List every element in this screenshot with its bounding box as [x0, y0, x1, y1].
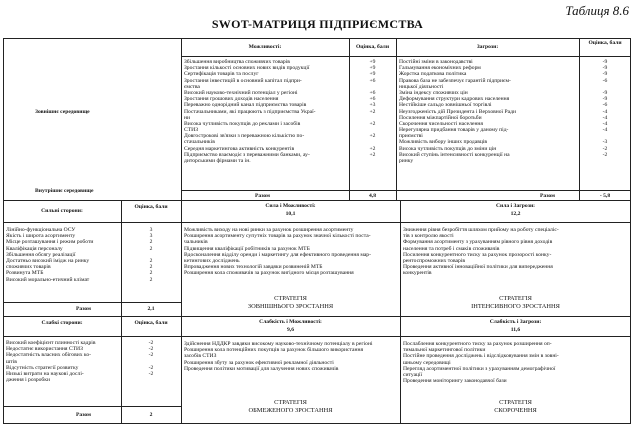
page-title: SWOT-МАТРИЦЯ ПІДПРИЄМСТВА	[211, 17, 424, 31]
st-action-item: Посилення конкурентного тиску за рахунок прозорості конку-	[403, 251, 552, 258]
threat-item: Правова база не забезпечує гарантій підприєм-	[399, 77, 511, 84]
st-action-item: Формування асортименту з урахуванням рівного рівня доходів	[403, 239, 553, 246]
opportunity-score: +3	[369, 102, 376, 109]
wo-action-item: Розширення збуту за рахунок ефективної рекламної діяльності	[184, 359, 334, 366]
threats-total-label: Разом	[540, 193, 555, 199]
divider	[181, 200, 182, 424]
opportunity-score: +2	[369, 145, 376, 152]
divider	[3, 406, 181, 407]
strengths-scores	[121, 227, 181, 283]
wo-strategy-label: СТРАТЕГІЯ	[274, 399, 307, 406]
weakness-item: Недостатність власних обігових ко-	[6, 352, 92, 359]
opportunity-score: +2	[369, 120, 376, 127]
strength-item: Високий морально-етичний клімат	[6, 276, 90, 283]
opportunity-score	[349, 158, 396, 164]
threat-item: ницької діяльності	[399, 83, 444, 90]
opportunity-item: Зростання грошових доходів населення	[184, 96, 279, 103]
opportunity-item: Середня маркетингова активність конкурентів	[184, 145, 295, 152]
opportunities-total-label: Разом	[255, 193, 270, 199]
wt-score: 11,6	[510, 327, 521, 333]
opportunities-total: 4,8	[369, 193, 376, 199]
strength-item: Розвинута МТБ	[6, 270, 44, 277]
opportunities-list	[184, 59, 348, 164]
opportunity-item: Сертифікація товарів та послуг	[184, 71, 259, 78]
strength-score: 2	[149, 257, 153, 264]
divider	[3, 302, 181, 303]
opportunity-score: +2	[369, 108, 376, 115]
strength-item: Збільшення обсягу реалізації	[6, 251, 76, 258]
st-strategy-label: СТРАТЕГІЯ	[499, 295, 532, 302]
weakness-item: Високий коефіцієнт плинності кадрів	[6, 340, 96, 346]
opportunity-score: +2	[369, 151, 376, 158]
threat-item: Нерегулярна придбання товарів у даному під-	[399, 127, 509, 134]
divider	[3, 222, 181, 223]
so-action-item: Розширення асортименту супутніх товарів за рахунок значної кількості поста-	[184, 233, 371, 240]
wo-action-item: засобів СТИЗ	[184, 353, 217, 360]
opportunity-score: +9	[369, 65, 376, 72]
threat-score: -4	[602, 127, 608, 134]
threat-item: Зміна індексу споживчих цін	[399, 89, 468, 96]
threat-item: Постійні зміни в законодавстві	[399, 59, 473, 65]
weaknesses-total: 2	[149, 412, 153, 418]
opportunity-item: Зростання інвестицій в основний капітал підпри-	[184, 77, 302, 84]
weakness-item: Відсутність стратегії розвитку	[6, 364, 79, 371]
divider	[3, 336, 181, 337]
opportunity-item: Зростання кількості основних нових видів продукції	[184, 65, 310, 72]
opportunity-item: стачальників	[184, 139, 215, 146]
threat-score: -6	[602, 102, 608, 109]
threats-header: Загрози:	[476, 44, 499, 50]
opportunity-item: Збільшення виробництва споживчих товарів	[184, 59, 290, 65]
strengths-header: Сильні сторони:	[41, 208, 83, 214]
wo-action-item: Здійснення НДДКР завдяки високому науково-технічному потенціалу в регіоні	[184, 341, 373, 347]
threat-score: -9	[602, 59, 608, 65]
weaknesses-score-header: Оцінка, бали	[134, 320, 168, 326]
weakness-score	[121, 377, 181, 383]
strengths-total: 2,1	[147, 306, 155, 312]
opportunity-score: +6	[369, 89, 376, 96]
opportunity-item: СТИЗ	[184, 127, 198, 134]
wo-action-item: Розширення кола потенційних покупців за рахунок більшого використання	[184, 347, 364, 354]
divider	[400, 200, 401, 424]
threat-item: Високий ступінь інтенсивності конкуренції на	[399, 151, 510, 158]
divider	[181, 336, 631, 337]
so-action-item: чальників	[184, 239, 208, 246]
strengths-total-label: Разом	[76, 306, 91, 312]
opportunity-score: +2	[369, 133, 376, 140]
so-action-item: кетингових досліджень	[184, 257, 240, 264]
threat-score: -9	[602, 89, 608, 96]
threat-score: -2	[602, 145, 608, 152]
so-action-item: Впровадження нових технологій завдяки розвиненій МТБ	[184, 264, 323, 271]
threats-scores	[579, 59, 631, 164]
threat-item: ринку	[399, 158, 414, 164]
weakness-score: -2	[148, 340, 154, 346]
opportunities-scores	[349, 59, 396, 164]
threat-item: Посилення міжпартійної боротьби	[399, 114, 482, 121]
opportunities-header: Можливості:	[248, 44, 282, 50]
st-action-item: Проведення активної інноваційної політики для випередження	[403, 264, 553, 271]
so-score: 10,1	[285, 211, 296, 217]
strength-score: 2	[149, 270, 153, 277]
opportunity-item: Постачальниками, які працюють з підприємства Украї-	[184, 108, 316, 115]
wo-actions-list	[184, 341, 398, 372]
weakness-item: штів	[6, 358, 17, 365]
weakness-item: Низькі витрати на наукові дослі-	[6, 370, 84, 377]
strength-score: 3	[149, 227, 153, 233]
strength-score: 3	[149, 233, 153, 240]
strengths-list	[6, 227, 120, 283]
wt-action-item: Перегляд асортиментної політики з урахуванням демографічної	[403, 365, 556, 372]
threat-score: -3	[602, 139, 608, 146]
st-action-item: тів з контролю якості	[403, 233, 454, 240]
divider	[3, 200, 631, 201]
strength-item: Лінійно-функціональна ОСУ	[6, 227, 76, 233]
threat-score	[579, 158, 631, 164]
threat-score: -9	[602, 65, 608, 72]
opportunity-item: диторськими фірмами та ін.	[184, 158, 251, 164]
opportunity-item: ємства	[184, 83, 200, 90]
weakness-score: -2	[148, 370, 154, 377]
st-strategy-name: ІНТЕНСИВНОГО ЗРОСТАННЯ	[471, 303, 560, 310]
st-action-item: конкурентів	[403, 270, 432, 277]
threats-total: - 5,8	[599, 193, 611, 199]
so-action-item: Вдосконалення відділу оренди і маркетингу для ефективного проведення мар-	[184, 251, 371, 258]
weakness-score: -2	[148, 352, 154, 359]
threat-score: -4	[602, 108, 608, 115]
divider	[396, 38, 397, 200]
opportunity-item: Підприємство взаємодіє з переважними банками, ау-	[184, 151, 310, 158]
wt-action-item: Проведення моніторингу законодавчої бази	[403, 378, 507, 385]
threat-item: Нестійкіше сальдо зовнішньої торгівлі	[399, 102, 492, 109]
weakness-item: дження і розробки	[6, 377, 50, 384]
weakness-item: Недостатнє використання СТИЗ	[6, 346, 83, 353]
strength-item: Якість і широта асортименту	[6, 233, 76, 240]
so-header: Сила і Можливості:	[265, 203, 316, 209]
strength-score: 2	[149, 245, 153, 252]
opportunity-item: Висока чутливість покупців до реклами і засобів	[184, 120, 301, 127]
strength-item: Кваліфікація персоналу	[6, 245, 63, 252]
wt-action-item: Постійне проведення досліджень і відслідковування змін в зовні-	[403, 353, 559, 360]
weakness-score: -2	[148, 346, 154, 353]
divider	[181, 56, 631, 57]
so-action-item: Підвищення кваліфікації робітників за рахунок МТБ	[184, 245, 310, 252]
wo-strategy-name: ОБМЕЖЕНОГО ЗРОСТАННЯ	[248, 407, 333, 414]
weaknesses-list	[6, 340, 120, 383]
threat-item: Скорочення чисельності населення	[399, 120, 484, 127]
weakness-score: -2	[148, 364, 154, 371]
so-strategy-name: ЗОВНІШНЬОГО ЗРОСТАННЯ	[247, 303, 334, 310]
so-action-item: Розширення кола споживачів за рахунок вигідного місця розташування	[184, 270, 354, 277]
strength-score: 2	[149, 239, 153, 246]
wt-action-item: тимальної маркетингової політики	[403, 347, 486, 354]
strength-score: 2	[149, 276, 153, 283]
threat-item: Деформування структури кадрових населення	[399, 96, 510, 103]
strength-score: 2	[149, 264, 153, 271]
wo-header: Слабкість і Можливості:	[259, 319, 322, 325]
table-caption: Таблиця 8.6	[565, 3, 629, 18]
wt-action-item: Послаблення конкурентного тиску за рахунок розширення оп-	[403, 341, 552, 347]
st-header: Сила і Загрози:	[495, 203, 536, 209]
opportunity-item: Високий науково-технічний потенціал у регіоні	[184, 89, 298, 96]
wo-score: 9,6	[287, 327, 294, 333]
opportunity-score: +6	[369, 96, 376, 103]
so-strategy-label: СТРАТЕГІЯ	[274, 295, 307, 302]
weaknesses-total-label: Разом	[76, 412, 91, 418]
st-actions-list	[403, 227, 629, 277]
threat-score: -9	[602, 71, 608, 78]
strength-item: Місце розташування і режим роботи	[6, 239, 94, 246]
st-action-item: рентоспроможних товарів	[403, 257, 465, 264]
st-action-item: населення та потреб і смаків споживачів	[403, 245, 500, 252]
internal-environment-label: Внутрішнє середовище	[35, 188, 94, 194]
so-actions-list	[184, 227, 398, 277]
threat-item: Жорстка податкова політика	[399, 71, 467, 78]
opportunities-score-header: Оцінка, бали	[355, 44, 390, 50]
weaknesses-header: Слабкі сторони:	[41, 320, 83, 326]
divider	[181, 38, 182, 200]
wt-action-item: шньому середовищі	[403, 359, 451, 366]
threat-item: Можливість вибору інших продавців	[399, 139, 488, 146]
external-environment-label: Зовнішнє середовище	[35, 109, 90, 115]
st-score: 12,2	[510, 211, 521, 217]
threat-score: -4	[602, 120, 608, 127]
so-action-item: Можливість виходу на нові ринки за рахунок розширення асортименту	[184, 227, 354, 233]
threat-score: -4	[602, 114, 608, 121]
weaknesses-scores	[121, 340, 181, 383]
threat-item: Гальмування економічних реформ	[399, 65, 481, 72]
wo-action-item: Проведення політики мотивації для залучення нових споживачів	[184, 365, 339, 372]
wt-actions-list	[403, 341, 629, 384]
threats-score-header: Оцінка, бали	[588, 40, 622, 46]
opportunity-score: +6	[369, 77, 376, 84]
strengths-score-header: Оцінка, бали	[134, 204, 168, 210]
st-action-item: Зниження рівня безробіття шляхом прийому на роботу спеціаліс-	[403, 227, 559, 233]
divider	[181, 190, 631, 191]
threat-score: -9	[602, 96, 608, 103]
opportunity-score: +9	[369, 71, 376, 78]
opportunity-item: Довгострокові зв'язки з переважною кількістю по-	[184, 133, 305, 140]
opportunity-item: Переважно однорідний канал підприємства товарів	[184, 102, 307, 109]
divider	[3, 316, 631, 317]
wt-strategy-name: СКОРОЧЕННЯ	[494, 407, 537, 414]
threat-item: Висока чутливість покупців до зміни цін	[399, 145, 497, 152]
threats-list	[399, 59, 577, 164]
wt-strategy-label: СТРАТЕГІЯ	[499, 399, 532, 406]
threat-item: Неузгодженість дій Президента і Верховної Ради	[399, 108, 516, 115]
wt-action-item: ситуації	[403, 371, 423, 378]
strength-item: споживчих товарів	[6, 264, 51, 271]
opportunity-item: ни	[184, 114, 190, 121]
wt-header: Слабкість і Загрози:	[489, 319, 542, 325]
strength-item: Достатньо високий імідж на ринку	[6, 257, 90, 264]
opportunity-score: +9	[369, 59, 376, 65]
threat-score: -2	[602, 151, 608, 158]
threat-item: приємстві	[399, 133, 423, 140]
divider	[181, 222, 631, 223]
threat-score: -6	[602, 77, 608, 84]
